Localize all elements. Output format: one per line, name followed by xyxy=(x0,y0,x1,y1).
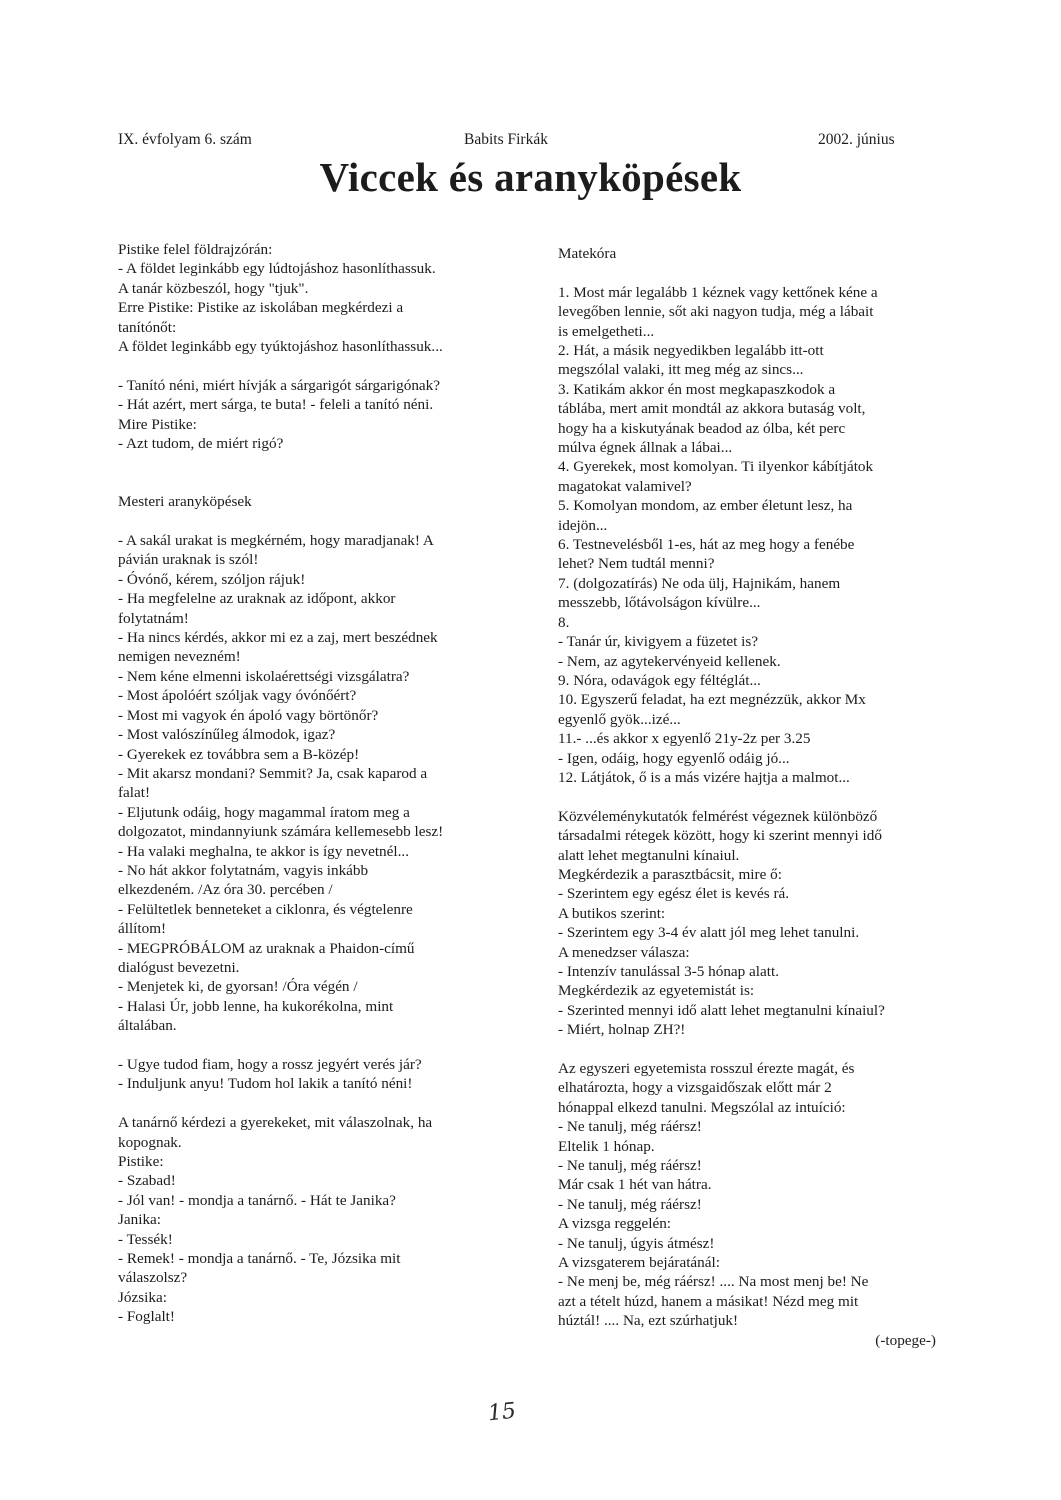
text-line: hogy ha a kiskutyának beadod az ólba, két perc xyxy=(558,419,846,437)
text-line: - Ha megfelelne az uraknak az időpont, akkor xyxy=(118,590,396,608)
text-line: A tanárnő kérdezi a gyerekeket, mit válaszolnak, ha xyxy=(118,1114,433,1132)
text-line: 5. Komolyan mondom, az ember életunt lesz, ha xyxy=(558,497,853,515)
text-line: - A sakál urakat is megkérném, hogy maradjanak! A xyxy=(118,532,434,550)
text-line: - Ne tanulj, még ráérsz! xyxy=(558,1157,702,1175)
text-line: egyenlő gyök...izé... xyxy=(558,710,681,728)
text-line: - A földet leginkább egy lúdtojáshoz hasonlíthassuk. xyxy=(118,260,436,278)
text-line: - Foglalt! xyxy=(118,1308,175,1326)
text-line: dialógust bevezetni. xyxy=(118,958,240,976)
text-line: is emelgetheti... xyxy=(558,322,655,340)
text-line: 8. xyxy=(558,613,570,631)
text-line: Megkérdezik az egyetemistát is: xyxy=(558,982,755,1000)
text-line: múlva égnek állnak a lábai... xyxy=(558,439,733,457)
text-line: A vizsga reggelén: xyxy=(558,1215,672,1233)
text-line: hónappal elkezd tanulni. Megszólal az intuíció: xyxy=(558,1098,846,1116)
text-line: - Ne tanulj, még ráérsz! xyxy=(558,1118,702,1136)
text-line: tanítónőt: xyxy=(118,318,177,336)
text-line: - Ne tanulj, úgyis átmész! xyxy=(558,1234,715,1252)
text-line: - Jól van! - mondja a tanárnő. - Hát te Janika? xyxy=(118,1191,396,1209)
text-line: - No hát akkor folytatnám, vagyis inkább xyxy=(118,861,369,879)
text-line: elkezdeném. /Az óra 30. percében / xyxy=(118,881,333,899)
text-line: - Remek! - mondja a tanárnő. - Te, Józsika mit xyxy=(118,1250,401,1268)
right-column xyxy=(558,244,938,1350)
text-line: - Most valószínűleg álmodok, igaz? xyxy=(118,726,336,744)
text-line: állítom! xyxy=(118,920,167,938)
joke-egyetemista xyxy=(558,1059,938,1331)
text-line: A menedzser válasza: xyxy=(558,943,690,961)
text-line: magatokat valamivel? xyxy=(558,477,692,495)
text-line: alatt lehet megtanulni kínaiul. xyxy=(558,846,740,864)
text-line: - Felültetlek benneteket a ciklonra, és végtelenre xyxy=(118,900,413,918)
header-date: 2002. június xyxy=(818,131,895,148)
text-line: azt a tételt húzd, hanem a másikat! Nézd meg mit xyxy=(558,1292,859,1310)
header-issue: IX. évfolyam 6. szám xyxy=(118,131,252,148)
joke-kopognak xyxy=(118,1113,518,1326)
text-line: Eltelik 1 hónap. xyxy=(558,1137,655,1155)
text-line: A butikos szerint: xyxy=(558,904,666,922)
text-line: - Ugye tudod fiam, hogy a rossz jegyért verés jár? xyxy=(118,1055,422,1073)
text-line: - Ne menj be, még ráérsz! .... Na most menj be! Ne xyxy=(558,1273,869,1291)
text-line: - Óvónő, kérem, szóljon rájuk! xyxy=(118,570,306,588)
text-line: 3. Katikám akkor én most megkapaszkodok a xyxy=(558,380,836,398)
text-line: - Gyerekek ez továbbra sem a B-közép! xyxy=(118,745,360,763)
text-line: nemigen nevezném! xyxy=(118,648,241,666)
text-line: - Halasi Úr, jobb lenne, ha kukorékolna, mint xyxy=(118,997,394,1015)
page-title: Viccek és aranyköpések xyxy=(319,154,742,200)
text-line: - Igen, odáig, hogy egyenlő odáig jó... xyxy=(558,749,790,767)
text-line: 4. Gyerekek, most komolyan. Ti ilyenkor kábítjátok xyxy=(558,458,874,476)
joke-rossz-jegy xyxy=(118,1055,518,1094)
text-line: - Hát azért, mert sárga, te buta! - feleli a tanító néni. xyxy=(118,396,434,414)
text-line: - Most mi vagyok én ápoló vagy börtönőr? xyxy=(118,706,379,724)
text-line: - Szerintem egy egész élet is kevés rá. xyxy=(558,885,790,903)
text-line: - Miért, holnap ZH?! xyxy=(558,1021,686,1039)
text-line: A földet leginkább egy tyúktojáshoz hasonlíthassuk... xyxy=(118,338,443,356)
text-line: dolgozatot, mindannyiunk számára kellemesebb lesz! xyxy=(118,823,444,841)
text-line: 11.- ...és akkor x egyenlő 21y-2z per 3.25 xyxy=(558,730,811,748)
text-line: válaszolsz? xyxy=(118,1269,188,1287)
header-publication: Babits Firkák xyxy=(464,131,548,148)
text-line: Az egyszeri egyetemista rosszul érezte magát, és xyxy=(558,1060,855,1078)
text-line: kopognak. xyxy=(118,1133,182,1151)
text-line: folytatnám! xyxy=(118,609,189,627)
text-line: - Tessék! xyxy=(118,1230,173,1248)
text-line: A tanár közbeszól, hogy "tjuk". xyxy=(118,279,309,297)
text-line: 6. Testnevelésből 1-es, hát az meg hogy a fenébe xyxy=(558,536,855,554)
text-line: - Ne tanulj, még ráérsz! xyxy=(558,1195,702,1213)
author-signature: (-topege-) xyxy=(875,1331,936,1349)
text-line: elhatározta, hogy a vizsgaidőszak előtt már 2 xyxy=(558,1079,832,1097)
text-line: pávián uraknak is szól! xyxy=(118,551,259,569)
text-line: messzebb, lőtávolságon kívülre... xyxy=(558,594,761,612)
left-column xyxy=(118,240,518,1327)
text-line: általában. xyxy=(118,1017,177,1035)
text-line: Megkérdezik a parasztbácsit, mire ő: xyxy=(558,865,782,883)
text-line: - Azt tudom, de miért rigó? xyxy=(118,435,284,453)
text-line: Erre Pistike: Pistike az iskolában megkérdezi a xyxy=(118,299,404,317)
text-line: - Ha valaki meghalna, te akkor is így nevetnél... xyxy=(118,842,409,860)
joke-kinaiul xyxy=(558,807,938,1040)
math-quotes xyxy=(558,283,938,788)
page-number: 15 xyxy=(486,1398,518,1427)
text-line: Közvéleménykutatók felmérést végeznek különböző xyxy=(558,807,878,825)
text-line: levegőben lennie, sőt aki nagyon tudja, még a lábait xyxy=(558,303,874,321)
section-title-mesteri: Mesteri aranyköpések xyxy=(118,493,252,511)
text-line: - Ha nincs kérdés, akkor mi ez a zaj, mert beszédnek xyxy=(118,629,438,647)
text-line: lehet? Nem tudtál menni? xyxy=(558,555,715,573)
text-line: húztál! .... Na, ezt szúrhatjuk! xyxy=(558,1312,739,1330)
text-line: - Nem, az agytekervényeid kellenek. xyxy=(558,652,781,670)
text-line: - MEGPRÓBÁLOM az uraknak a Phaidon-című xyxy=(118,939,415,957)
text-line: - Tanító néni, miért hívják a sárgarigót sárgarigónak? xyxy=(118,376,440,394)
text-line: idejön... xyxy=(558,516,608,534)
text-line: táblába, mert amit mondtál az akkora butaság volt, xyxy=(558,400,866,418)
teacher-quotes xyxy=(118,531,518,1036)
text-line: Pistike: xyxy=(118,1153,164,1170)
text-line: - Induljunk anyu! Tudom hol lakik a tanító néni! xyxy=(118,1075,413,1093)
text-line: - Tanár úr, kivigyem a füzetet is? xyxy=(558,633,759,651)
text-line: - Szerinted mennyi idő alatt lehet megtanulni kínaiul? xyxy=(558,1001,885,1019)
text-line: falat! xyxy=(118,784,151,802)
text-line: Mire Pistike: xyxy=(118,415,197,433)
text-line: - Mit akarsz mondani? Semmit? Ja, csak kaparod a xyxy=(118,764,428,782)
text-line: megszólal valaki, itt meg még az sincs... xyxy=(558,361,804,379)
text-line: Józsika: xyxy=(118,1288,167,1306)
text-line: - Most ápolóért szóljak vagy óvónőért? xyxy=(118,687,357,705)
text-line: 12. Látjátok, ő is a más vizére hajtja a malmot... xyxy=(558,768,850,786)
text-line: Janika: xyxy=(118,1211,162,1229)
text-line: - Intenzív tanulással 3-5 hónap alatt. xyxy=(558,963,779,980)
text-line: 1. Most már legalább 1 kéznek vagy kettőnek kéne a xyxy=(558,283,878,301)
text-line: - Eljutunk odáig, hogy magammal íratom meg a xyxy=(118,803,410,821)
text-line: Már csak 1 hét van hátra. xyxy=(558,1176,712,1194)
text-line: 7. (dolgozatírás) Ne oda ülj, Hajnikám, hanem xyxy=(558,574,841,592)
text-line: társadalmi rétegek között, hogy ki szerint mennyi idő xyxy=(558,827,882,845)
text-line: - Menjetek ki, de gyorsan! /Óra végén / xyxy=(118,978,358,996)
joke-sargarigo xyxy=(118,376,518,454)
text-line: Pistike felel földrajzórán: xyxy=(118,241,273,258)
text-line: - Nem kéne elmenni iskolaérettségi vizsgálatra? xyxy=(118,667,410,685)
text-line: - Szerintem egy 3-4 év alatt jól meg lehet tanulni. xyxy=(558,924,860,942)
text-line: 10. Egyszerű feladat, ha ezt megnézzük, akkor Mx xyxy=(558,691,866,709)
text-line: A vizsgaterem bejáratánál: xyxy=(558,1254,720,1272)
text-line: 2. Hát, a másik negyedikben legalább itt-ott xyxy=(558,342,824,360)
text-line: - Szabad! xyxy=(118,1172,176,1190)
joke-geography xyxy=(118,240,518,356)
section-title-matekora: Matekóra xyxy=(558,245,617,262)
text-line: 9. Nóra, odavágok egy féltéglát... xyxy=(558,671,761,689)
